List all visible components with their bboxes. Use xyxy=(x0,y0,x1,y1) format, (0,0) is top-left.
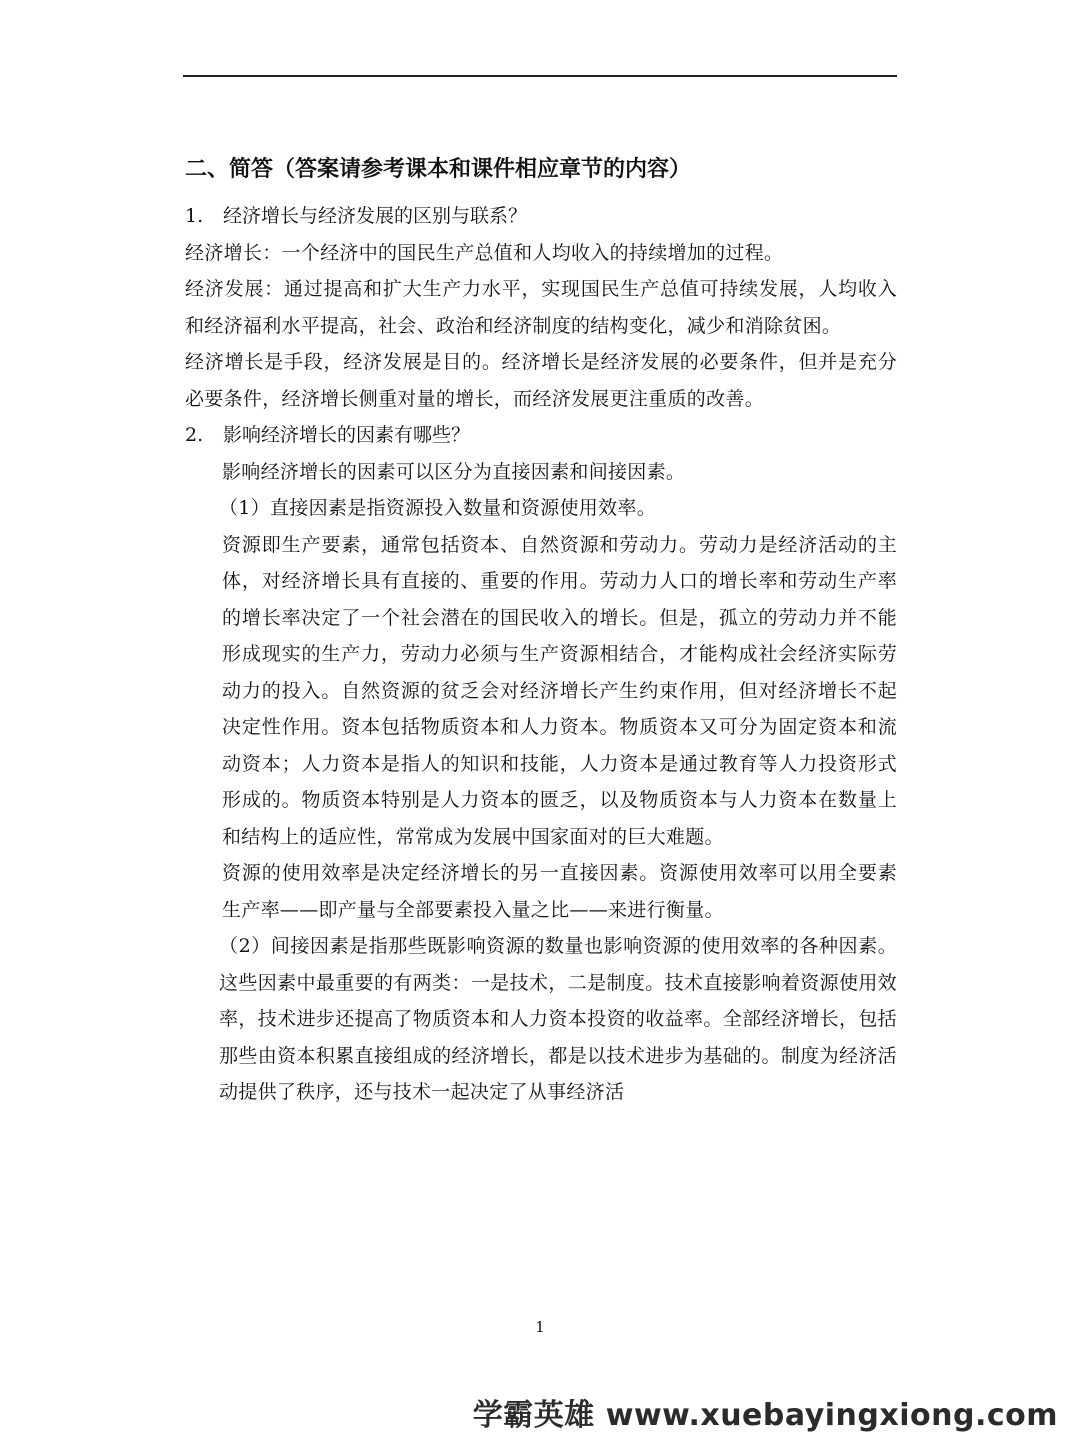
question-number: 1. xyxy=(185,205,204,227)
answer-intro: 影响经济增长的因素可以区分为直接因素和间接因素。 xyxy=(222,460,686,483)
question-1 xyxy=(185,198,897,235)
site-watermark: 学霸英雄 www.xuebayingxiong.com xyxy=(472,1398,1058,1433)
document-body xyxy=(185,148,897,1111)
direct-factors-paragraph: 资源即生产要素，通常包括资本、自然资源和劳动力。劳动力是经济活动的主体，对经济增长具有直接的、重要的作用。劳动力人口的增长率和劳动生产率的增长率决定了一个社会潜在的国民收入的增长。但是，孤立的劳动力并不能形成现实的生产力，劳动力必须与生产资源相结合，才能构成社会经济实际劳动力的投入。自然资源的贫乏会对经济增长产生约束作用，但对经济增长不起决定性作用。资本包括物质资本和人力资本。物质资本又可分为固定资本和流动资本；人力资本是指人的知识和技能，人力资本是通过教育等人力投资形式形成的。物质资本特别是人力资本的匮乏，以及物质资本与人力资本在数量上和结构上的适应性，常常成为发展中国家面对的巨大难题。 xyxy=(222,533,897,848)
question-title: 经济增长与经济发展的区别与联系？ xyxy=(223,205,528,227)
indirect-factors-paragraph: （2）间接因素是指那些既影响资源的数量也影响资源的使用效率的各种因素。这些因素中最重要的有两类：一是技术，二是制度。技术直接影响着资源使用效率，技术进步还提高了物质资本和人力资本投资的收益率。全部经济增长，包括那些由资本积累直接组成的经济增长，都是以技术进步为基础的。制度为经济活动提供了秩序，还与技术一起决定了从事经济活 xyxy=(219,935,897,1103)
question-2 xyxy=(185,417,897,454)
page-number: 1 xyxy=(535,1318,545,1336)
answer-paragraph: 经济增长：一个经济中的国民生产总值和人均收入的持续增加的过程。 xyxy=(185,241,784,264)
efficiency-paragraph: 资源的使用效率是决定经济增长的另一直接因素。资源使用效率可以用全要素生产率——即产量与全部要素投入量之比——来进行衡量。 xyxy=(222,862,897,921)
direct-factors-title: （1）直接因素是指资源投入数量和资源使用效率。 xyxy=(219,497,656,519)
question-title: 影响经济增长的因素有哪些？ xyxy=(223,424,471,446)
question-number: 2. xyxy=(185,424,204,446)
header-rule xyxy=(183,75,897,77)
section-heading: 二、简答（答案请参考课本和课件相应章节的内容） xyxy=(185,157,692,182)
answer-paragraph: 经济发展：通过提高和扩大生产力水平，实现国民生产总值可持续发展，人均收入和经济福利水平提高，社会、政治和经济制度的结构变化，减少和消除贫困。 xyxy=(185,278,897,337)
answer-paragraph: 经济增长是手段，经济发展是目的。经济增长是经济发展的必要条件，但并是充分必要条件，经济增长侧重对量的增长，而经济发展更注重质的改善。 xyxy=(185,351,897,410)
